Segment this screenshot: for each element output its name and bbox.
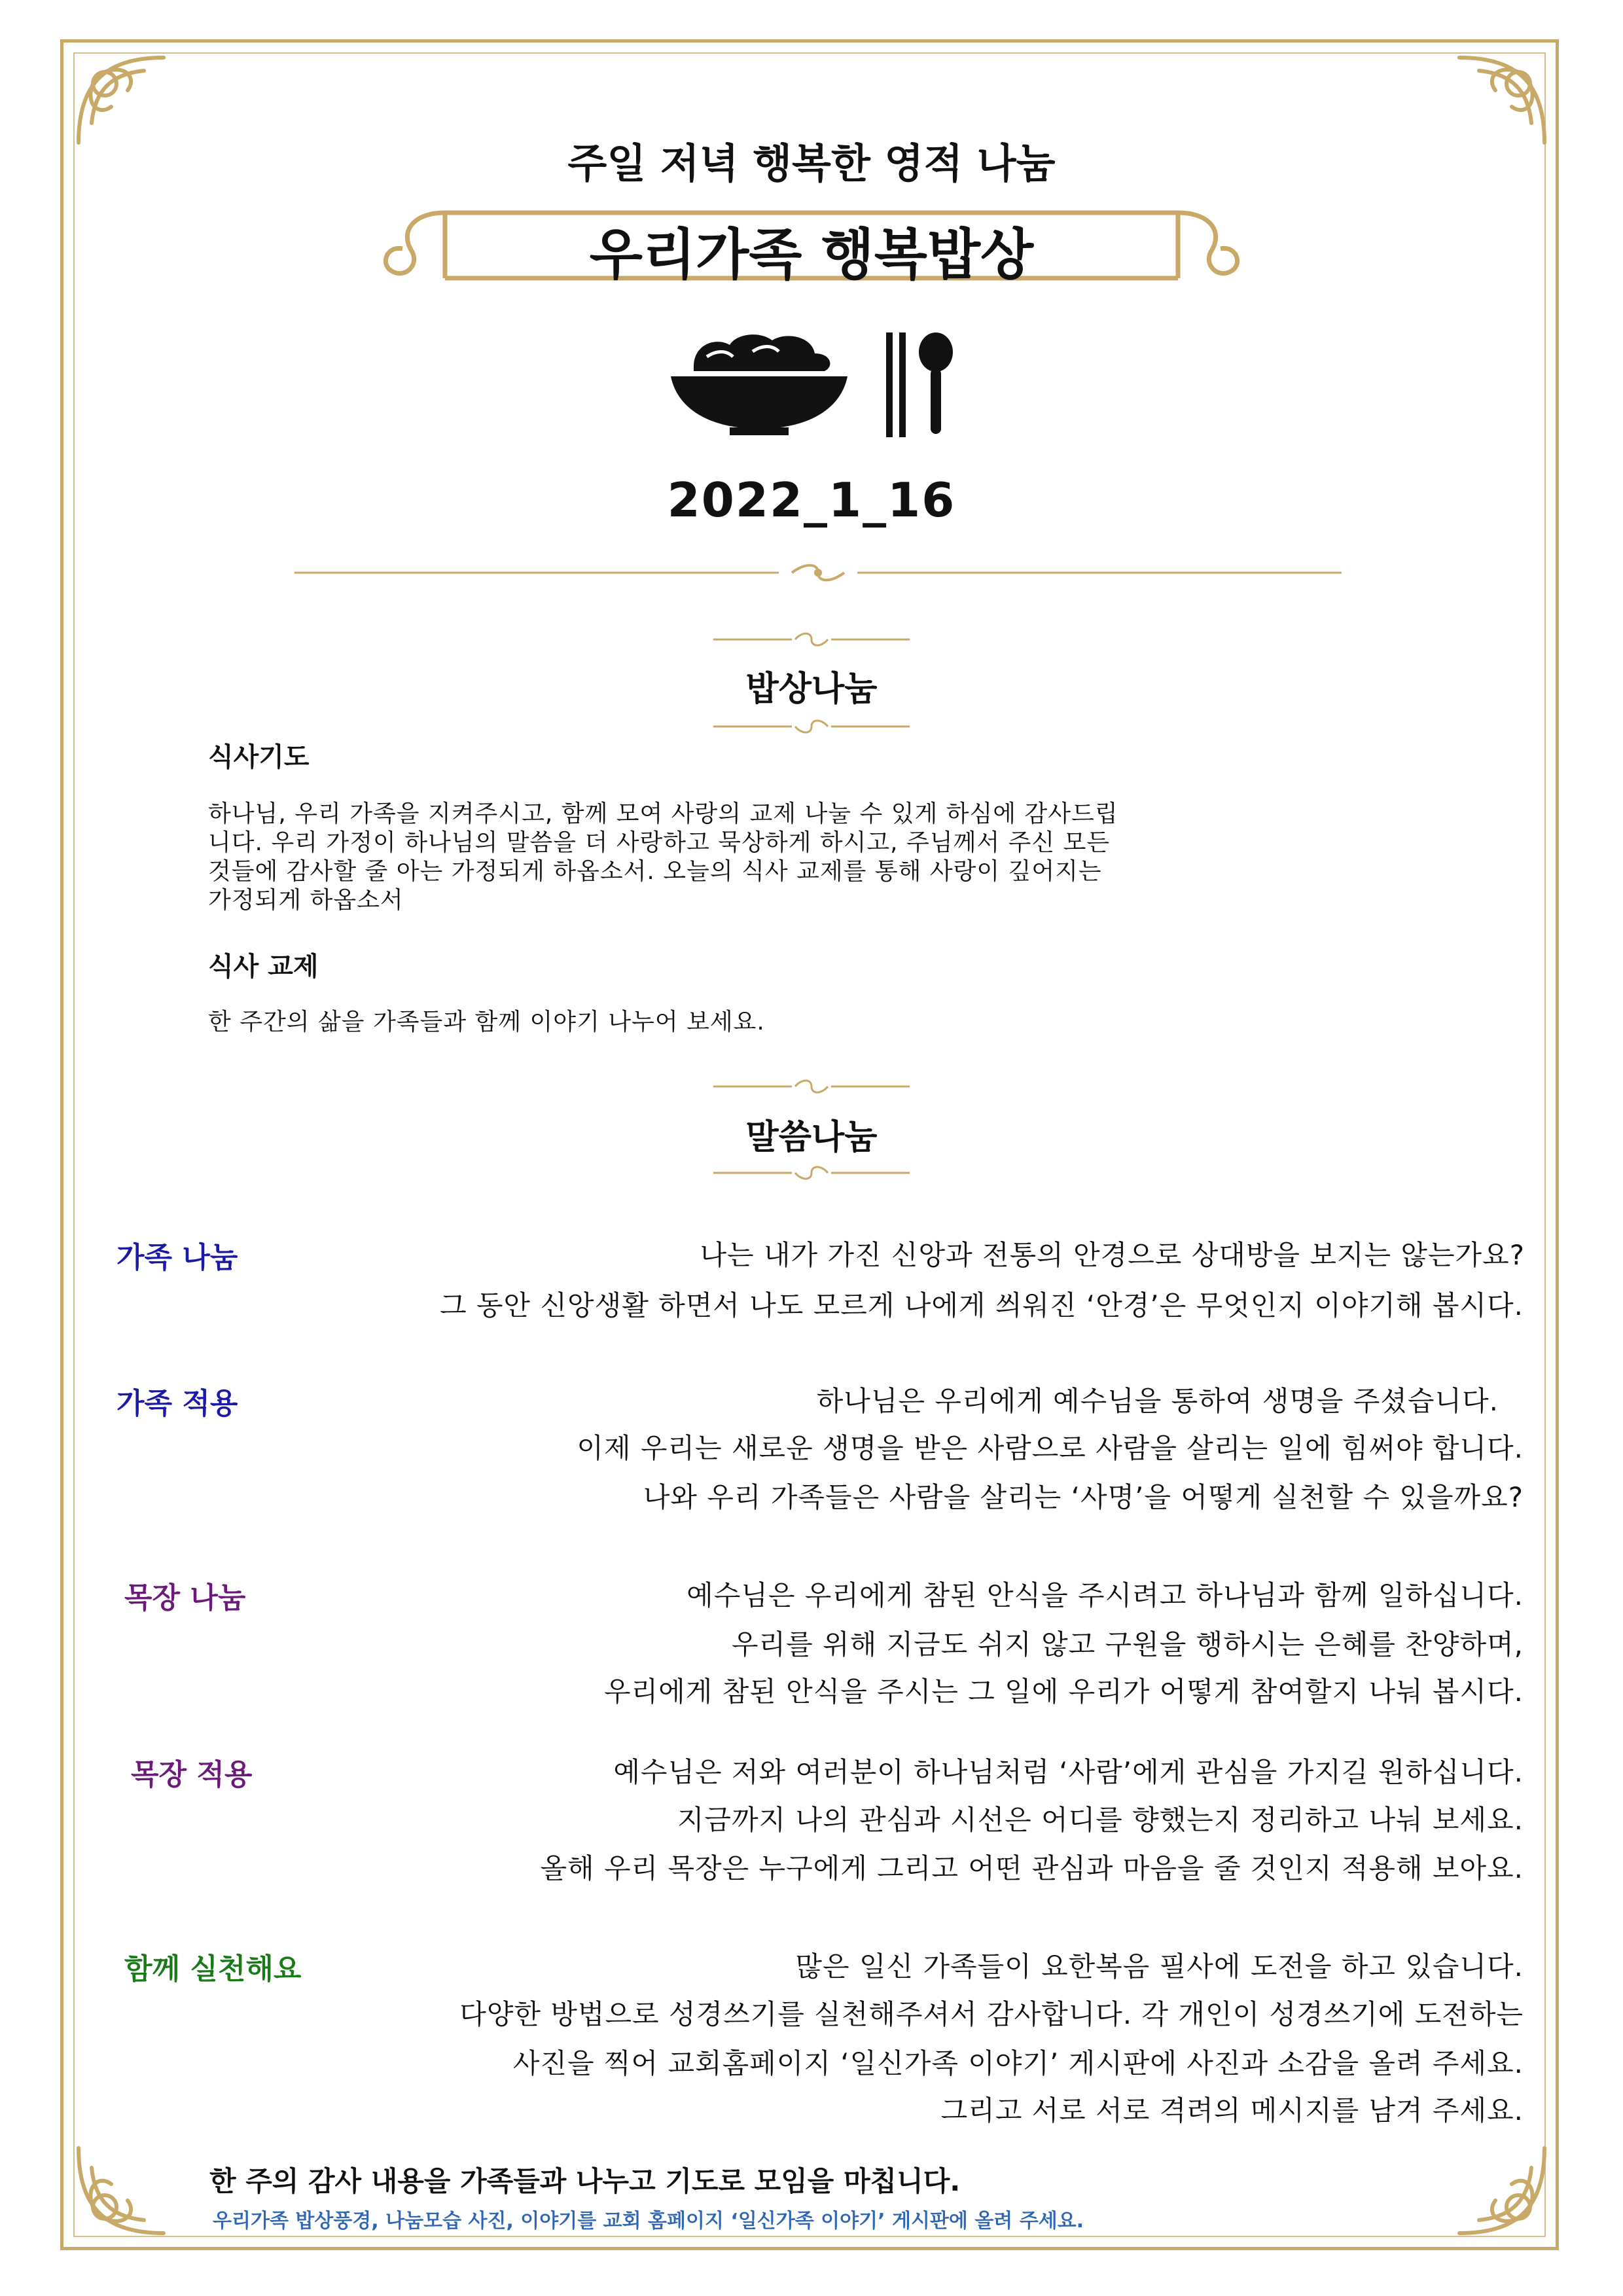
prayer-heading: 식사기도 xyxy=(208,742,310,772)
item-label-practice-together: 함께 실천해요 xyxy=(124,1952,302,1986)
item-label-group-sharing: 목장 나눔 xyxy=(124,1581,246,1615)
item-line: 그리고 서로 서로 격려의 메시지를 남겨 주세요. xyxy=(940,2094,1524,2126)
item-line: 나는 내가 가진 신앙과 전통의 안경으로 상대방을 보지는 않는가요? xyxy=(700,1239,1525,1271)
item-line: 올해 우리 목장은 누구에게 그리고 어떤 관심과 마음을 줄 것인지 적용해 보아요. xyxy=(540,1852,1524,1884)
rice-bowl-icon xyxy=(668,331,851,435)
chopsticks-icon xyxy=(883,332,910,437)
closing-text: 한 주의 감사 내용을 가족들과 나누고 기도로 모임을 마칩니다. xyxy=(209,2165,961,2197)
item-line: 그 동안 신앙생활 하면서 나도 모르게 나에게 씌워진 ‘안경’은 무엇인지 이야기해 봅시다. xyxy=(440,1289,1524,1321)
item-line: 이제 우리는 새로운 생명을 받은 사람으로 사람을 살리는 일에 힘써야 합니다. xyxy=(577,1432,1524,1464)
item-line: 예수님은 우리에게 참된 안식을 주시려고 하나님과 함께 일하십니다. xyxy=(687,1579,1524,1611)
item-line: 다양한 방법으로 성경쓰기를 실천해주셔서 감사합니다. 각 개인이 성경쓰기에 도전하는 xyxy=(459,1998,1524,2030)
page-title: 우리가족 행복밥상 xyxy=(589,223,1034,287)
divider-ornament xyxy=(294,563,1342,583)
corner-ornament-bottom-right xyxy=(1427,2115,1558,2246)
item-label-family-sharing: 가족 나눔 xyxy=(116,1241,238,1274)
word-section-title: 말씀나눔 xyxy=(745,1118,878,1157)
fellowship-heading: 식사 교제 xyxy=(208,952,319,982)
footer-note: 우리가족 밥상풍경, 나눔모습 사진, 이야기를 교회 홈페이지 ‘일신가족 이야기’ 게시판에 올려 주세요. xyxy=(213,2210,1084,2233)
date-label: 2022_1_16 xyxy=(667,473,956,528)
section-ornament-bottom xyxy=(713,719,910,734)
item-line: 많은 일신 가족들이 요한복음 필사에 도전을 하고 있습니다. xyxy=(795,1950,1524,1982)
spoon-icon xyxy=(916,332,955,437)
item-line: 예수님은 저와 여러분이 하나님처럼 ‘사람’에게 관심을 가지길 원하십니다. xyxy=(613,1756,1524,1788)
item-line: 우리를 위해 지금도 쉬지 않고 구원을 행하시는 은혜를 찬양하며, xyxy=(731,1628,1524,1660)
prayer-text: 하나님, 우리 가족을 지켜주시고, 함께 모여 사랑의 교제 나눌 수 있게 하심에 감사드립 니다. 우리 가정이 하나님의 말씀을 더 사랑하고 묵상하게 하시고, 주님께서 주신 모든 것들에 감사할 줄 아는 가정되게 하옵소서. 오늘의 식사 교제를 통해 사랑이 깊어지는 가정되게 하옵소서 xyxy=(208,800,1118,914)
corner-ornament-bottom-left xyxy=(65,2115,196,2246)
fellowship-text: 한 주간의 삶을 가족들과 함께 이야기 나누어 보세요. xyxy=(208,1009,765,1035)
item-line: 사진을 찍어 교회홈페이지 ‘일신가족 이야기’ 게시판에 사진과 소감을 올려 주세요. xyxy=(512,2047,1524,2079)
item-line: 우리에게 참된 안식을 주시는 그 일에 우리가 어떻게 참여할지 나눠 봅시다. xyxy=(603,1676,1524,1708)
item-line: 나와 우리 가족들은 사람을 살리는 ‘사명’을 어떻게 실천할 수 있을까요? xyxy=(643,1481,1524,1513)
item-label-family-apply: 가족 적용 xyxy=(116,1387,238,1420)
section-ornament-top xyxy=(713,632,910,647)
meal-section-title: 밥상나눔 xyxy=(745,670,878,709)
section-ornament-bottom xyxy=(713,1165,910,1181)
section-ornament-top xyxy=(713,1079,910,1094)
header-subtitle: 주일 저녁 행복한 영적 나눔 xyxy=(567,139,1056,187)
item-label-group-apply: 목장 적용 xyxy=(131,1758,253,1791)
item-line: 지금까지 나의 관심과 시선은 어디를 향했는지 정리하고 나눠 보세요. xyxy=(677,1804,1524,1836)
item-line: 하나님은 우리에게 예수님을 통하여 생명을 주셨습니다. xyxy=(816,1385,1499,1417)
